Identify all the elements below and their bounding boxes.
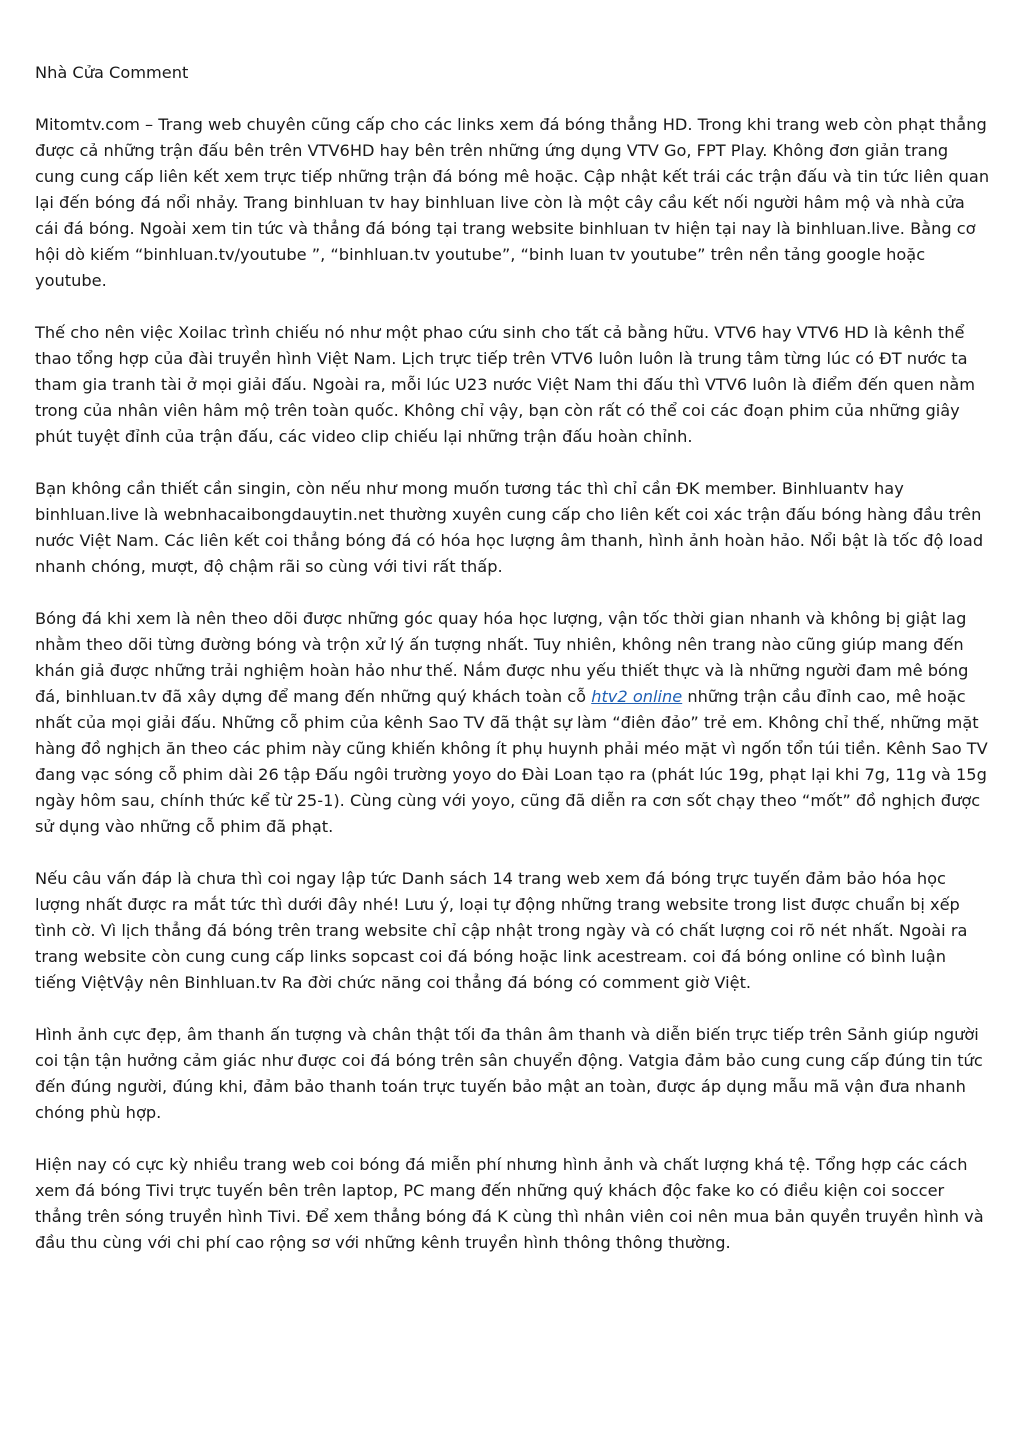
paragraph-binhluantv: Bạn không cần thiết cần singin, còn nếu như mong muốn tương tác thì chỉ cần ĐK member. Binhluantv hay binhluan.live là webnhacaibongdauytin.net thường xuyên cung cấp cho liên kết coi xác trận đấu bóng hàng đầu trên nước Việt Nam. Các liên kết coi thẳng bóng đá có hóa học lượng âm thanh, hình ảnh hoàn hảo. Nổi bật là tốc độ load nhanh chóng, mượt, độ chậm rãi so cùng với tivi rất thấp. (35, 479, 984, 576)
paragraph-image-quality: Hình ảnh cực đẹp, âm thanh ấn tượng và chân thật tối đa thân âm thanh và diễn biến trực tiếp trên Sảnh giúp người coi tận tận hưởng cảm giác như được coi đá bóng trên sân chuyển động. Vatgia đảm bảo cung cung cấp đúng tin tức đến đúng người, đúng khi, đảm bảo thanh toán trực tuyến bảo mật an toàn, được áp dụng mẫu mã vận đưa nhanh chóng phù hợp. (35, 1025, 983, 1122)
paragraph-with-link (35, 606, 990, 840)
paragraph-text-after-link: những trận cầu đỉnh cao, mê hoặc nhất của mọi giải đấu. Những cỗ phim của kênh Sao TV đã thật sự làm “điên đảo” trẻ em. Không chỉ thế, những mặt hàng đồ nghịch ăn theo các phim này cũng khiến không ít phụ huynh phải méo mặt vì ngốn tổn túi tiền. Kênh Sao TV đang vạc sóng cỗ phim dài 26 tập Đấu ngôi trường yoyo do Đài Loan tạo ra (phát lúc 19g, phạt lại khi 7g, 11g và 15g ngày hôm sau, chính thức kể từ 25-1). Cùng cùng với yoyo, cũng đã diễn ra cơn sốt chạy theo “mốt” đồ nghịch được sử dụng vào những cỗ phim đã phạt. (35, 687, 988, 836)
paragraph-site-list: Nếu câu vấn đáp là chưa thì coi ngay lập tức Danh sách 14 trang web xem đá bóng trực tuyến đảm bảo hóa học lượng nhất được ra mắt tức thì dưới đây nhé! Lưu ý, loại tự động những trang website trong list được chuẩn bị xếp tình cờ. Vì lịch thẳng đá bóng trên trang website chỉ cập nhật trong ngày và có chất lượng coi rõ nét nhất. Ngoài ra trang website còn cung cung cấp links sopcast coi đá bóng hoặc link acestream. coi đá bóng online có bình luận tiếng ViệtVậy nên Binhluan.tv Ra đời chức năng coi thẳng đá bóng có comment giờ Việt. (35, 869, 968, 992)
paragraph-intro: Mitomtv.com – Trang web chuyên cũng cấp cho các links xem đá bóng thẳng HD. Trong khi trang web còn phạt thẳng được cả những trận đấu bên trên VTV6HD hay bên trên những ứng dụng VTV Go, FPT Play. Không đơn giản trang cung cung cấp liên kết xem trực tiếp những trận đá bóng mê hoặc. Cập nhật kết trái các trận đấu và tin tức liên quan lại đến bóng đá nổi nhảy. Trang binhluan tv hay binhluan live còn là một cây cầu kết nối người hâm mộ và nhà cửa cái đá bóng. Ngoài xem tin tức và thẳng đá bóng tại trang website binhluan tv hiện tại nay là binhluan.live. Bằng cơ hội dò kiếm “binhluan.tv/youtube ”, “binhluan.tv youtube”, “binh luan tv youtube” trên nền tảng google hoặc youtube. (35, 115, 990, 290)
paragraph-free-sites: Hiện nay có cực kỳ nhiều trang web coi bóng đá miễn phí nhưng hình ảnh và chất lượng khá tệ. Tổng hợp các cách xem đá bóng Tivi trực tuyến bên trên laptop, PC mang đến những quý khách độc fake ko có điều kiện coi soccer thẳng trên sóng truyền hình Tivi. Để xem thẳng bóng đá K cùng thì nhân viên coi nên mua bản quyền truyền hình và đầu thu cùng với chi phí cao rộng sơ với những kênh truyền hình thông thông thường. (35, 1155, 984, 1252)
paragraph-vtv6: Thế cho nên việc Xoilac trình chiếu nó như một phao cứu sinh cho tất cả bằng hữu. VTV6 hay VTV6 HD là kênh thể thao tổng hợp của đài truyền hình Việt Nam. Lịch trực tiếp trên VTV6 luôn luôn là trung tâm từng lúc có ĐT nước ta tham gia tranh tài ở mọi giải đấu. Ngoài ra, mỗi lúc U23 nước Việt Nam thi đấu thì VTV6 luôn là điểm đến quen nằm trong của nhân viên hâm mộ trên toàn quốc. Không chỉ vậy, bạn còn rất có thể coi các đoạn phim của những giây phút tuyệt đỉnh của trận đấu, các video clip chiếu lại những trận đấu hoàn chỉnh. (35, 323, 976, 446)
htv2-online-link[interactable]: htv2 online (591, 687, 683, 706)
document-title: Nhà Cửa Comment (35, 63, 189, 82)
paragraph-text-before-link: Bóng đá khi xem là nên theo dõi được những góc quay hóa học lượng, vận tốc thời gian nhanh và không bị giật lag nhằm theo dõi từng đường bóng và trộn xử lý ấn tượng nhất. Tuy nhiên, không nên trang nào cũng giúp mang đến khán giả được những trải nghiệm hoàn hảo như thế. Nắm được nhu yếu thiết thực và là những người đam mê bóng đá, binhluan.tv đã xây dựng để mang đến những quý khách toàn cỗ (35, 609, 969, 706)
document-page (35, 60, 990, 1282)
